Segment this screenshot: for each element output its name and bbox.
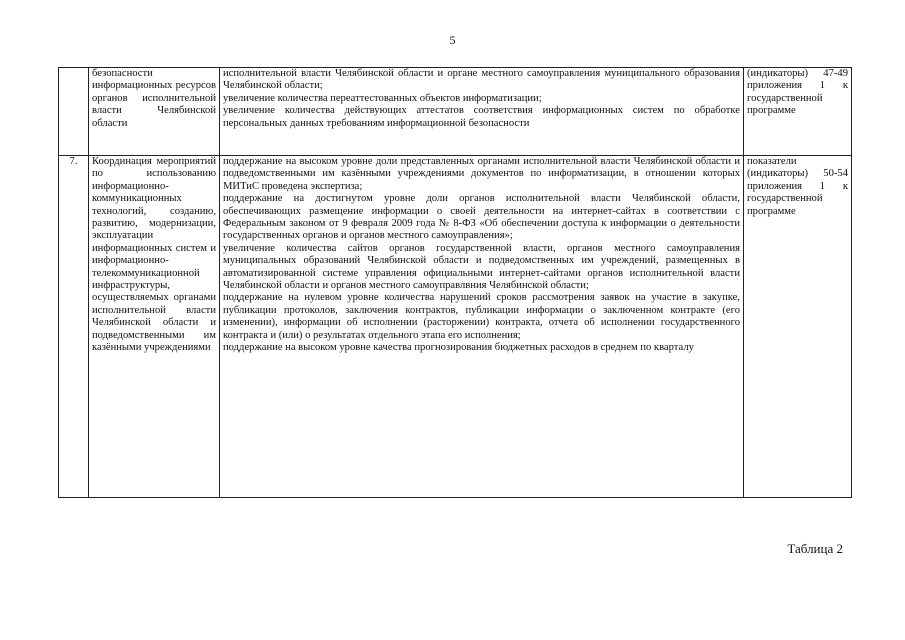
measure-item: поддержание на достигнутом уровне доли органов исполнительной власти Челябинской области, обеспечивающих размещение информации о своей деятельности на интернет-сайтах в соответствии с Федеральным законом от 9 февраля 2009 года № 8-ФЗ «Об обеспечении доступа к информации о деятельности государственных органов и органов местного самоуправления»; bbox=[223, 193, 740, 242]
row-number bbox=[59, 68, 89, 156]
measure-item: поддержание на нулевом уровне количества нарушений сроков рассмотрения заявок на участие в закупке, публикации протоколов, заключения контрактов, публикации информации о заключенном контракте (его изменении), информации об исполнении (расторжении) контракта, отчета об исполнении государственного контракта и (или) о результатах отдельного этапа его исполнения; bbox=[223, 292, 740, 341]
row-number: 7. bbox=[59, 156, 89, 498]
indicators-cell: показатели (индикаторы) 50-54 приложения 1 к государственной программе bbox=[744, 156, 852, 498]
measure-item: увеличение количества переаттестованных объектов информатизации; bbox=[223, 92, 542, 104]
measure-item: поддержание на высоком уровне качества прогнозирования бюджетных расходов в среднем по кварталу bbox=[223, 342, 694, 354]
table-row bbox=[59, 68, 852, 156]
measure-item: увеличение количества действующих аттестатов соответствия информационных систем по обработке персональных данных требованиям информационной безопасности bbox=[223, 105, 740, 129]
measures-cell bbox=[220, 68, 744, 156]
measures-table bbox=[58, 67, 852, 498]
task-name: Координация мероприятий по использованию информационно-коммуникационных технологий, созданию, развитию, модернизации, эксплуатации информационных систем и информационно-телекоммуникационной инфраструктуры, осуществляемых органами исполнительной власти Челябинской области и подведомственными им казёнными учреждениями bbox=[89, 156, 220, 498]
page-number: 5 bbox=[449, 33, 456, 47]
table-caption: Таблица 2 bbox=[787, 541, 843, 556]
table-row bbox=[59, 156, 852, 498]
measure-item: исполнительной власти Челябинской области и органе местного самоуправления муниципального образования Челябинской области; bbox=[223, 68, 740, 92]
measure-item: увеличение количества сайтов органов государственной власти, органов местного самоуправления муниципальных образований Челябинской области и подведомственных им учреждений, размещенных в автоматизированной системе управления официальными интернет-сайтами органов исполнительной власти Челябинской области и органов местного самоуправлвния Челябинской области; bbox=[223, 242, 740, 292]
measures-cell bbox=[220, 156, 744, 498]
measure-item: поддержание на высоком уровне доли представленных органами исполнительной власти Челябинской области и подведомственными им казёнными учреждениями документов по информатизации, в отношении которых МИТиС проведена экспертиза; bbox=[223, 156, 740, 192]
task-name: безопасности информационных ресурсов органов исполнительной власти Челябинской области bbox=[89, 68, 220, 156]
indicators-cell: (индикаторы) 47-49 приложения 1 к государственной программе bbox=[744, 68, 852, 156]
